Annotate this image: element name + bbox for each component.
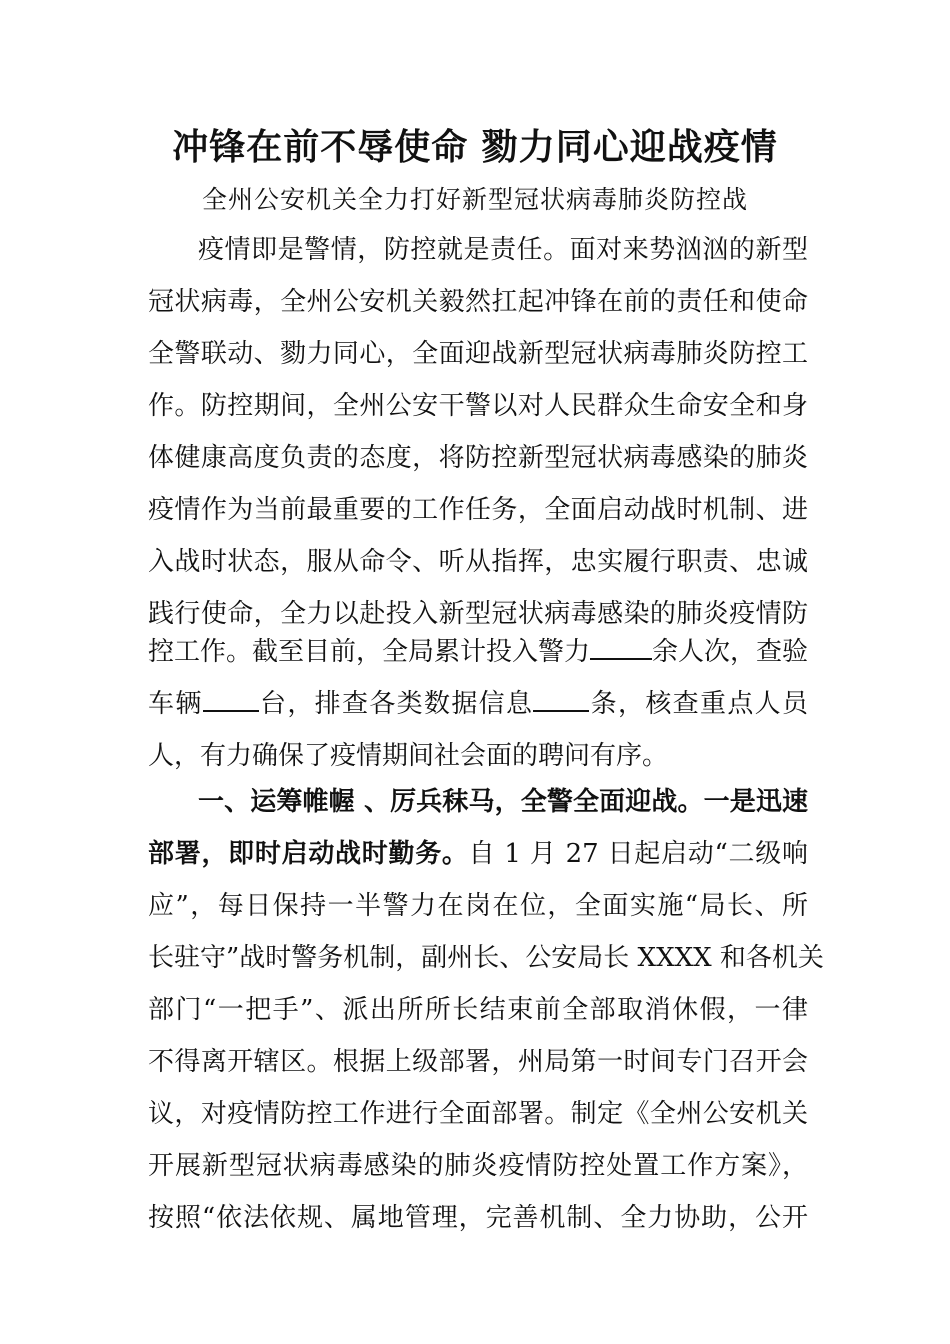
line-9-text-a: 控工作。截至目前，全局累计投入警力 [148,637,591,667]
paragraph-1-line-2: 冠状病毒，全州公安机关毅然扛起冲锋在前的责任和使命 [148,287,808,317]
paragraph-2-line-8: 开展新型冠状病毒感染的肺炎疫情防控处置工作方案》， [148,1151,808,1181]
paragraph-1-line-4: 作。防控期间，全州公安干警以对人民群众生命安全和身 [148,391,808,421]
line-10-text-a: 车辆 [148,689,203,719]
paragraph-1-line-3: 全警联动、勠力同心，全面迎战新型冠状病毒肺炎防控工 [148,339,808,369]
line-9-text-b: 余人次，查验 [652,637,809,667]
data-count-blank [533,684,589,712]
paragraph-1-line-11: 人，有力确保了疫情期间社会面的聘问有序。 [148,741,669,771]
section-1-heading: 一、运筹帷幄 、厉兵秣马，全警全面迎战。一是迅速 [198,787,808,817]
paragraph-1-line-1: 疫情即是警情，防控就是责任。面对来势汹汹的新型 [198,235,808,265]
police-count-blank [590,632,652,660]
paragraph-2-line-7: 议，对疫情防控工作进行全面部署。制定《全州公安机关 [148,1099,808,1129]
paragraph-2-line-5: 部门“一把手”、派出所所长结束前全部取消休假，一律 [148,995,808,1025]
paragraph-1-line-9 [148,632,808,672]
paragraph-2-line-6: 不得离开辖区。根据上级部署，州局第一时间专门召开会 [148,1047,808,1077]
paragraph-2-line-2 [148,834,808,874]
paragraph-2-line-2-rest: 自 1 月 27 日起启动“二级响 [468,839,808,869]
document-title: 冲锋在前不辱使命 勠力同心迎战疫情 [172,126,778,168]
line-10-text-b: 台，排查各类数据信息 [258,689,534,719]
paragraph-2-line-4: 长驻守”战时警务机制，副州长、公安局长 XXXX 和各机关 [148,943,824,973]
paragraph-2-line-9: 按照“依法依规、属地管理，完善机制、全力协助，公开 [148,1203,808,1233]
vehicle-count-blank [203,684,259,712]
paragraph-2-line-3: 应”，每日保持一半警力在岗在位，全面实施“局长、所 [148,891,808,921]
paragraph-1-line-8: 践行使命，全力以赴投入新型冠状病毒感染的肺炎疫情防 [148,599,808,629]
paragraph-1-line-6: 疫情作为当前最重要的工作任务，全面启动战时机制、进 [148,495,808,525]
paragraph-1-line-5: 体健康高度负责的态度，将防控新型冠状病毒感染的肺炎 [148,443,808,473]
paragraph-1-line-10 [148,684,808,724]
section-1-subheading: 部署，即时启动战时勤务。 [148,839,469,869]
document-subtitle: 全州公安机关全力打好新型冠状病毒肺炎防控战 [201,185,748,214]
line-10-text-c: 条，核查重点人员 [589,689,808,719]
paragraph-1-line-7: 入战时状态，服从命令、听从指挥，忠实履行职责、忠诚 [148,547,808,577]
